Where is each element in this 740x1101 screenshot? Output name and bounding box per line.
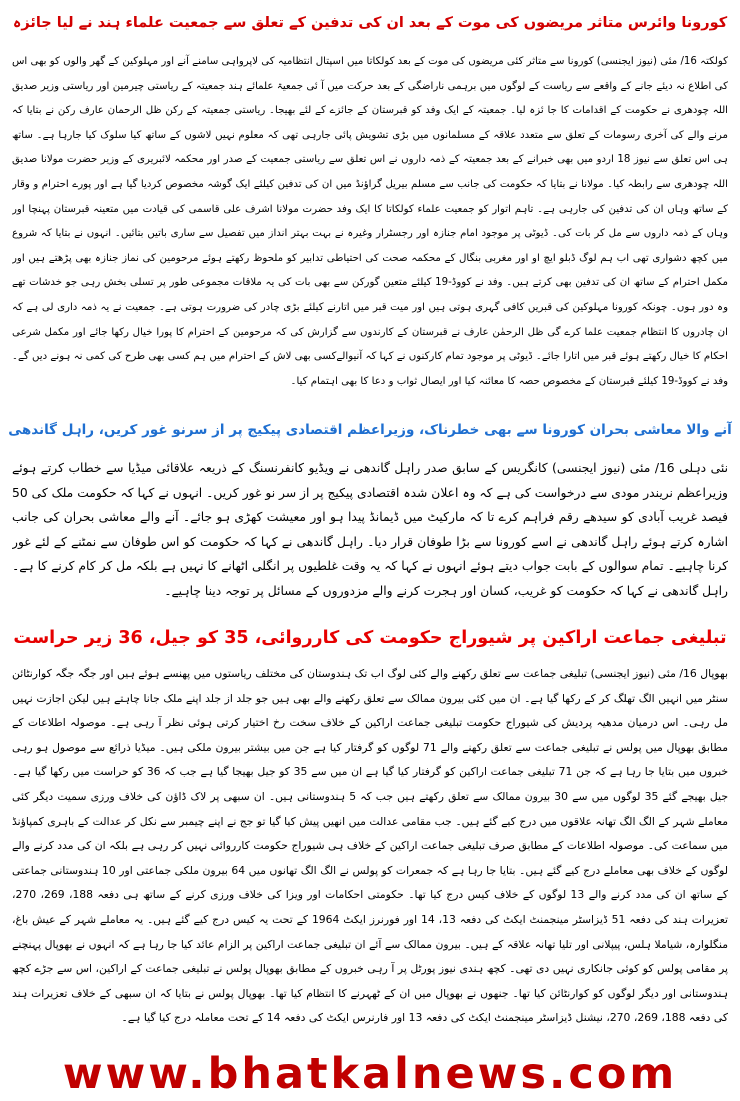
article-1-body: کولکتہ 16/ مئی (نیوز ایجنسی) کورونا سے متاثر کئی مریضوں کی موت کے بعد کولکاتا میں اسپتال انتظامیہ کی لاپرواہی سامنے آنے اور مہلوکین کے گھر والوں کو بھی اس کی اطلاع نہ دیئے جانے کے واقعے سے ریاست کے لوگوں میں برہمی ناراضگی کے بعد حرکت میں آ ئی جمعیۃ علمائے ہند جمعیتہ کے ریاستی چیرمین اور ریاستی وزیر صدیق اللہ چودھری نے حکومت کے اقدامات کا جا ئزہ لیا۔ جمعیتہ کے ایک وفد کو قبرستان کے جائزے کے لئے بھیجا۔ ریاستی جمعیتہ کے رکن ظل الرحمان عارف رکن نے بتایا کہ مرنے والے کی آخری رسومات کے تعلق سے متعدد علاقہ کے مسلمانوں میں بڑی تشویش پائی جارہی تھی کہ معلوم نہیں لاشوں کے ساتھ کیا سلوک کیا جارہا ہے۔ ساتھ ہی اس تعلق سے نیوز 18 اردو میں بھی خبرانے کے بعد جمعیتہ کے ذمہ داروں نے اس تعلق سے ریاستی جمعیت کے صدر اور محکمہ لائبریری کے وزیر حضرت مولانا صدیق اللہ چودھری سے رابطہ کیا۔ مولانا نے بتایا کہ حکومت کی جانب سے مسلم بیریل گراؤنڈ میں ان کی تدفین کیلئے ایک گوشہ مخصوص کردیا گیا ہے اور پورے احترام و وقار کے ساتھ وہاں ان کی تدفین کی جارہی ہے۔ تاہم اتوار کو جمعیت علماء کولکاتا کا ایک وفد حضرت مولانا اشرف علی قاسمی کی قیادت میں متعینہ قبرستان پہنچا اور وہاں کے ذمہ داروں سے مل کر بات کی۔ ڈیوٹی پر موجود امام جنازہ اور رجسٹرار وغیرہ نے بہت بہتر انداز میں تفصیل سے ساری باتیں بتائیں۔ انہوں نے بتایا کہ شروع میں کچھ دشواری تھی اب ہم لوگ ڈبلو ایچ او اور مغربی بنگال کے محکمہ صحت کی احتیاطی تدابیر کو ملحوظ رکھتے ہوئے مرحومین کی نماز جنازہ بھی پڑھتے ہیں اور مکمل احترام کے ساتھ ان کی تدفین بھی کرتے ہیں۔ وفد نے کووڈ-19 کیلئے متعین گورکن سے بھی بات کی یہ ملاقات مجموعی طور پر تسلی بخش رہی جو خدشات تھے وہ دور ہوں۔ چونکہ کورونا مہلوکین کی قبریں کافی گہری ہوتی ہیں اور میت قبر میں اتارنے کیلئے بڑی چادر کی ضرورت ہوتی ہے۔ جمعیت نے یہ ذمہ داری لی ہے کہ ان چادروں کا انتظام جمعیت علما کرے گی ظل الرحمٰن عارف نے قبرستان کے کارندوں سے گزارش کی کہ مرحومین کے احترام کا پورا خیال رکھا جائے اور مکمل شرعی احکام کا خیال رکھتے ہوئے قبر میں اتارا جائے۔ ڈیوٹی پر موجود تمام کارکنوں نے کہا کہ آنیوالےکسی بھی لاش کے احترام میں ہم کسی بھی طرح کی کمی نہ ہونے دیں گے۔ وفد نے کووڈ-19 کیلئے قبرستان کے مخصوص حصہ کا معائنہ کیا اور ایصال ثواب و دعا کا بھی اہتمام کیا۔ [12,56,728,387]
article-1-headline: کورونا وائرس متاثر مریضوں کی موت کے بعد ان کی تدفین کے تعلق سے جمعیت علماء ہند نے لیا جائزہ [12,15,728,31]
article-3-headline: تبلیغی جماعت اراکین پر شیوراج حکومت کی کارروائی، 35 کو جیل، 36 زیر حراست [13,628,727,648]
article-2-body: نئی دہلی 16/ مئی (نیوز ایجنسی) کانگریس کے سابق صدر راہل گاندھی نے ویڈیو کانفرنسنگ کے ذریعہ علاقائی میڈیا سے خطاب کرتے ہوئے وزیراعظم نریندر مودی سے درخواست کی ہے کہ وہ اعلان شدہ اقتصادی پیکیج پر از سر نو غور کریں۔ انہوں نے کہا کہ حکومت ملک کی 50 فیصد غریب آبادی کو سیدھے رقم فراہم کرے تا کہ مارکیٹ میں ڈیمانڈ پیدا ہو اور معیشت کھڑی ہو جائے۔ آنے والے معاشی بحران کی جانب اشارہ کرتے ہوئے راہل گاندھی نے اسے کورونا سے بڑا طوفان قرار دیا۔ راہل گاندھی نے کہا کہ حکومت کو اس طوفان سے نمٹنے کے لئے غور کرنا چاہیے۔ تمام سوالوں کے بابت جواب دیتے ہوئے انہوں نے کہا کہ یہ وقت غلطیوں پر انگلی اٹھانے کا نہیں ہے بلکہ مل کر کام کرنے کا ہے۔ راہل گاندھی نے کہا کہ حکومت کو غریب، کسان اور ہجرت کرنے والے مزدوروں کے مسائل پر توجہ دینا چاہیے۔ [12,461,728,598]
article-2-headline: آنے والا معاشی بحران کورونا سے بھی خطرناک، وزیراعظم اقتصادی پیکیج پر از سرنو غور کریں، راہل گاندھی [8,422,732,438]
article-3-body: بھوپال 16/ مئی (نیوز ایجنسی) تبلیغی جماعت سے تعلق رکھنے والے کئی لوگ اب تک ہندوستان کی مختلف ریاستوں میں پھنسے ہوئے ہیں اور جگہ جگہ کوارنٹائن سنٹر میں انہیں الگ تھلگ کر کے رکھا گیا ہے۔ ان میں کئی بیرون ممالک سے تعلق رکھنے والے بھی ہیں جو جلد از جلد اپنے ملک جانا چاہتے ہیں لیکن اجازت نہیں مل رہی۔ اس درمیان مدھیہ پردیش کی شیوراج حکومت تبلیغی جماعت اراکین کے خلاف سخت رخ اختیار کرتی ہوئی نظر آ رہی ہے۔ موصولہ اطلاعات کے مطابق بھوپال میں پولس نے تبلیغی جماعت سے تعلق رکھنے والے 71 لوگوں کو گرفتار کیا ہے جن میں بیشتر بیرون ملکی ہیں۔ میڈیا ذرائع سے موصول ہو رہی خبروں میں بتایا جا رہا ہے کہ جن 71 تبلیغی جماعت اراکین کو گرفتار کیا گیا ہے ان میں سے 35 کو جیل بھیجا گیا ہے جب کہ 36 کو حراست میں رکھا گیا ہے۔ جیل بھیجے گئے 35 لوگوں میں سے 30 بیرون ممالک سے تعلق رکھتے ہیں جب کہ 5 ہندوستانی ہیں۔ ان سبھی پر لاک ڈاؤن کی خلاف ورزی سمیت دیگر کئی معاملے شہر کے الگ الگ تھانہ علاقوں میں درج کیے گئے ہیں۔ جب مقامی عدالت میں انھیں پیش کیا گیا تو جج نے اپنے چیمبر سے نکل کر عدالت کے باہری کمپاؤنڈ میں سماعت کی۔ موصولہ اطلاعات کے مطابق صرف تبلیغی جماعت اراکین کے خلاف ہی شیوراج حکومت کارروائی نہیں کر رہی ہے بلکہ ان کی مدد کرنے والے لوگوں کے خلاف بھی معاملے درج کیے گئے ہیں۔ بتایا جا رہا ہے کہ جمعرات کو پولس نے الگ الگ تھانوں میں 64 بیرون ملکی جماعتی اور 10 ہندوستانی جماعتی کے ساتھ ان کی مدد کرنے والے 13 لوگوں کے خلاف کیس درج کیا تھا۔ حکومتی احکامات اور ویزا کی خلاف ورزی کرنے کے ساتھ ہی دفعہ 188، 269، 270، تعزیرات ہند کی دفعہ 51 ڈیزاسٹر مینجمنٹ ایکٹ کی دفعہ 13، 14 اور فورنرز ایکٹ 1964 کے تحت یہ کیس درج کیے گئے ہیں۔ یہ معاملے شہر کے عیش باغ، منگلوارہ، شیاملا ہلس، پیپلانی اور تلیا تھانہ علاقہ کے ہیں۔ بیرون ممالک سے آئے ان تبلیغی جماعت اراکین پر الزام عائد کیا جا رہا ہے کہ انہوں نے بھوپال پہنچنے پر مقامی پولس کو کوئی جانکاری نہیں دی تھی۔ کچھ ہندی نیوز پورٹل پر آ رہی خبروں کے مطابق بھوپال پولس نے تبلیغی جماعت کے اراکین، اس سے جڑے کچھ ہندوستانی اور دیگر لوگوں کو کوارنٹائن کیا تھا۔ جنھوں نے بھوپال میں ان کے ٹھہرنے کا انتظام کیا تھا۔ بھوپال پولس نے بتایا کہ ان سبھی کے خلاف تعزیرات ہند کی دفعہ 188، 269، 270، نیشنل ڈیزاسٹر مینجمنٹ ایکٹ کی دفعہ 13 اور فارنرس ایکٹ کی دفعہ 14 کے تحت معاملہ درج کیا گیا ہے۔ [12,667,728,1025]
website-footer: www.bhatkalnews.com [62,1049,678,1099]
